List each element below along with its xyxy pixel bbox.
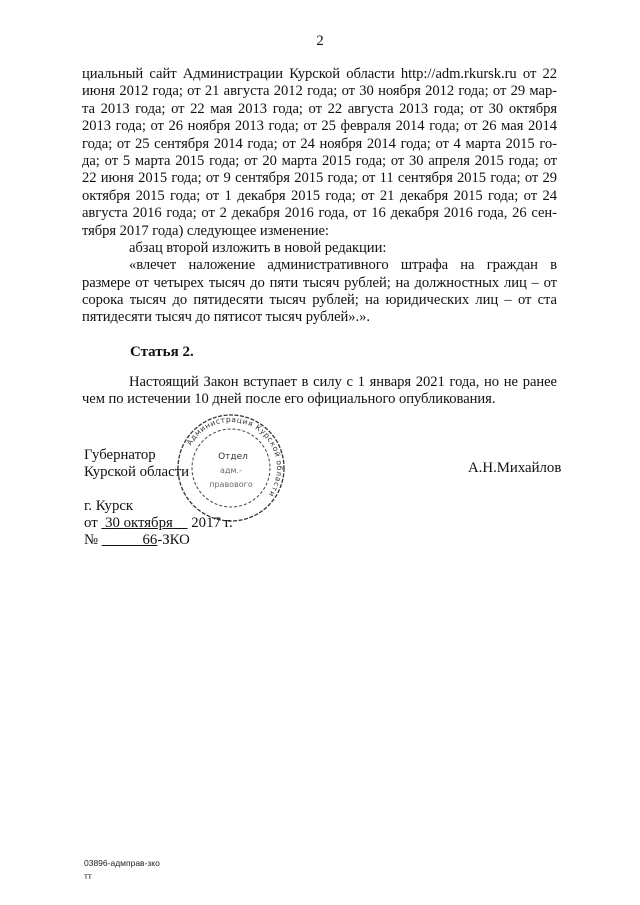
text-line: 2013 года; от 26 ноября 2013 года; от 25 февраля 2014 года; от 26 мая 2014	[82, 118, 557, 135]
svg-text:Администрация Курской области: Администрация Курской области	[184, 414, 285, 499]
date-value: 30 октября	[105, 515, 173, 531]
text-line: да; от 5 марта 2015 года; от 20 марта 2015 года; от 30 апреля 2015 года; от	[82, 152, 557, 169]
svg-text:правового: правового	[209, 480, 253, 489]
signatory-region: Курской области	[84, 464, 190, 480]
quote-line: «влечет наложение административного штрафа на граждан в	[129, 257, 557, 274]
law-number-line	[84, 531, 190, 549]
article-2-paragraph	[82, 374, 557, 409]
signatory-name: А.Н.Михайлов	[468, 460, 562, 476]
city: г. Курск	[84, 498, 134, 514]
amendment-paragraph	[82, 66, 557, 327]
number-prefix: №	[84, 532, 99, 548]
text-line: 22 июня 2015 года; от 9 сентября 2015 года; от 11 сентября 2015 года; от 29	[82, 170, 557, 187]
instruction-line: абзац второй изложить в новой редакции:	[129, 239, 387, 256]
svg-text:Отдел: Отдел	[218, 452, 248, 462]
quote-line: размере от четырех тысяч до пяти тысяч рублей; на должностных лиц – от	[82, 274, 557, 291]
date-prefix: от	[84, 515, 98, 531]
author-initials: тт	[84, 871, 92, 881]
official-stamp	[175, 412, 287, 524]
number-value: 66	[142, 532, 158, 548]
date-year: 2017 г.	[191, 515, 233, 531]
text-line: та 2013 года; от 22 мая 2013 года; от 22 августа 2013 года; от 30 октября	[82, 100, 557, 117]
quote-line: пятидесяти тысяч до пятисот тысяч рублей».».	[82, 309, 370, 326]
quote-line: сорока тысяч до пятидесяти тысяч рублей; на юридических лиц – от ста	[82, 292, 557, 309]
svg-text:адм.-: адм.-	[220, 466, 242, 475]
text-line: чем по истечении 10 дней после его официального опубликования.	[82, 391, 496, 408]
article-heading: Статья 2.	[130, 344, 194, 360]
text-line: июня 2012 года; от 21 августа 2012 года; от 30 ноября 2012 года; от 29 мар-	[82, 83, 557, 100]
number-suffix: -ЗКО	[157, 532, 190, 548]
page-number: 2	[316, 33, 324, 49]
text-line: циальный сайт Администрации Курской области http://adm.rkursk.ru от 22	[82, 66, 557, 82]
text-line: августа 2016 года; от 2 декабря 2016 года, от 16 декабря 2016 года, 26 сен-	[82, 205, 557, 222]
text-line: тября 2017 года) следующее изменение:	[82, 222, 329, 239]
signatory-title: Губернатор	[84, 447, 156, 463]
text-line: года; от 25 сентября 2014 года; от 24 ноября 2014 года; от 4 марта 2015 го-	[82, 135, 557, 152]
document-code: 03896-адмправ-зко	[84, 858, 160, 868]
text-line: октября 2015 года; от 1 декабря 2015 года; от 21 декабря 2015 года; от 24	[82, 187, 557, 204]
text-line: Настоящий Закон вступает в силу с 1 января 2021 года, но не ранее	[129, 374, 557, 390]
date-line	[84, 514, 233, 532]
